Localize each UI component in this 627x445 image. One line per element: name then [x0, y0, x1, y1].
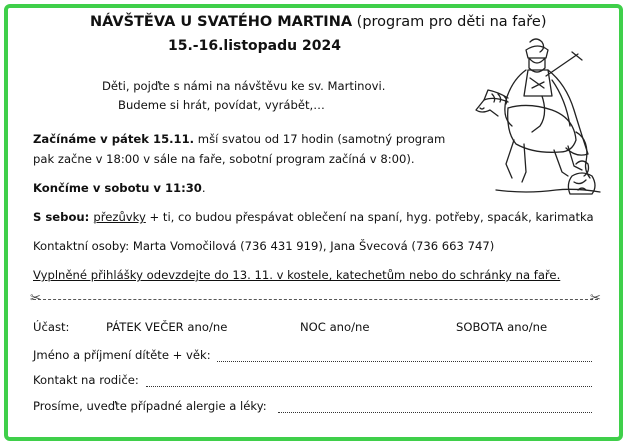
bring-label: S sebou: [33, 210, 85, 224]
scissors-icon: ✂: [30, 291, 41, 306]
end-bold: Končíme v sobotu v 11:30: [33, 181, 202, 195]
intro-line-1: Děti, pojďte s námi na návštěvu ke sv. Martinovi.: [102, 79, 386, 93]
option-night: NOC ano/ne: [300, 320, 370, 334]
option-friday-evening: PÁTEK VEČER ano/ne: [106, 320, 228, 334]
end-info: [33, 181, 206, 195]
title-main: NÁVŠTĚVA U SVATÉHO MARTINA: [90, 14, 353, 30]
page-title: [90, 14, 547, 30]
start-rest: mší svatou od 17 hodin (samotný program: [194, 132, 446, 146]
start-info: [33, 132, 445, 146]
return-note: Vyplněné přihlášky odevzdejte do 13. 11. v kostele, katechetům nebo do schránky na faře.: [33, 268, 561, 282]
allergy-field-line[interactable]: [278, 412, 592, 413]
end-tail: .: [201, 181, 206, 195]
allergy-field-label: Prosíme, uveďte případné alergie a léky:: [33, 399, 267, 413]
participation-label: Účast:: [33, 320, 70, 334]
bring-rest: + ti, co budou přespávat oblečení na spaní, hyg. potřeby, spacák, karimatka: [145, 210, 594, 224]
start-bold: Začínáme v pátek 15.11.: [33, 132, 195, 146]
intro-line-2: Budeme si hrát, povídat, vyrábět,…: [118, 98, 325, 112]
parent-field-line[interactable]: [146, 386, 592, 387]
scissors-icon-right: ✂: [590, 291, 601, 306]
contact-persons: Kontaktní osoby: Marta Vomočilová (736 431 919), Jana Švecová (736 663 747): [33, 239, 495, 253]
start-info-line-2: pak začne v 18:00 v sále na faře, sobotní program začíná v 8:00).: [33, 152, 415, 166]
bring-item: přezůvky: [93, 210, 146, 224]
parent-field-label: Kontakt na rodiče:: [33, 373, 139, 387]
bring-colon: :: [84, 210, 94, 224]
event-date: 15.-16.listopadu 2024: [168, 38, 341, 54]
saint-martin-illustration: [468, 36, 602, 198]
name-field-line[interactable]: [217, 361, 592, 362]
title-subtitle: (program pro děti na faře): [356, 14, 547, 30]
name-field-label: Jméno a příjmení dítěte + věk:: [33, 348, 211, 362]
option-saturday: SOBOTA ano/ne: [456, 320, 548, 334]
bring-info: [33, 210, 594, 224]
cut-line: [33, 299, 598, 300]
